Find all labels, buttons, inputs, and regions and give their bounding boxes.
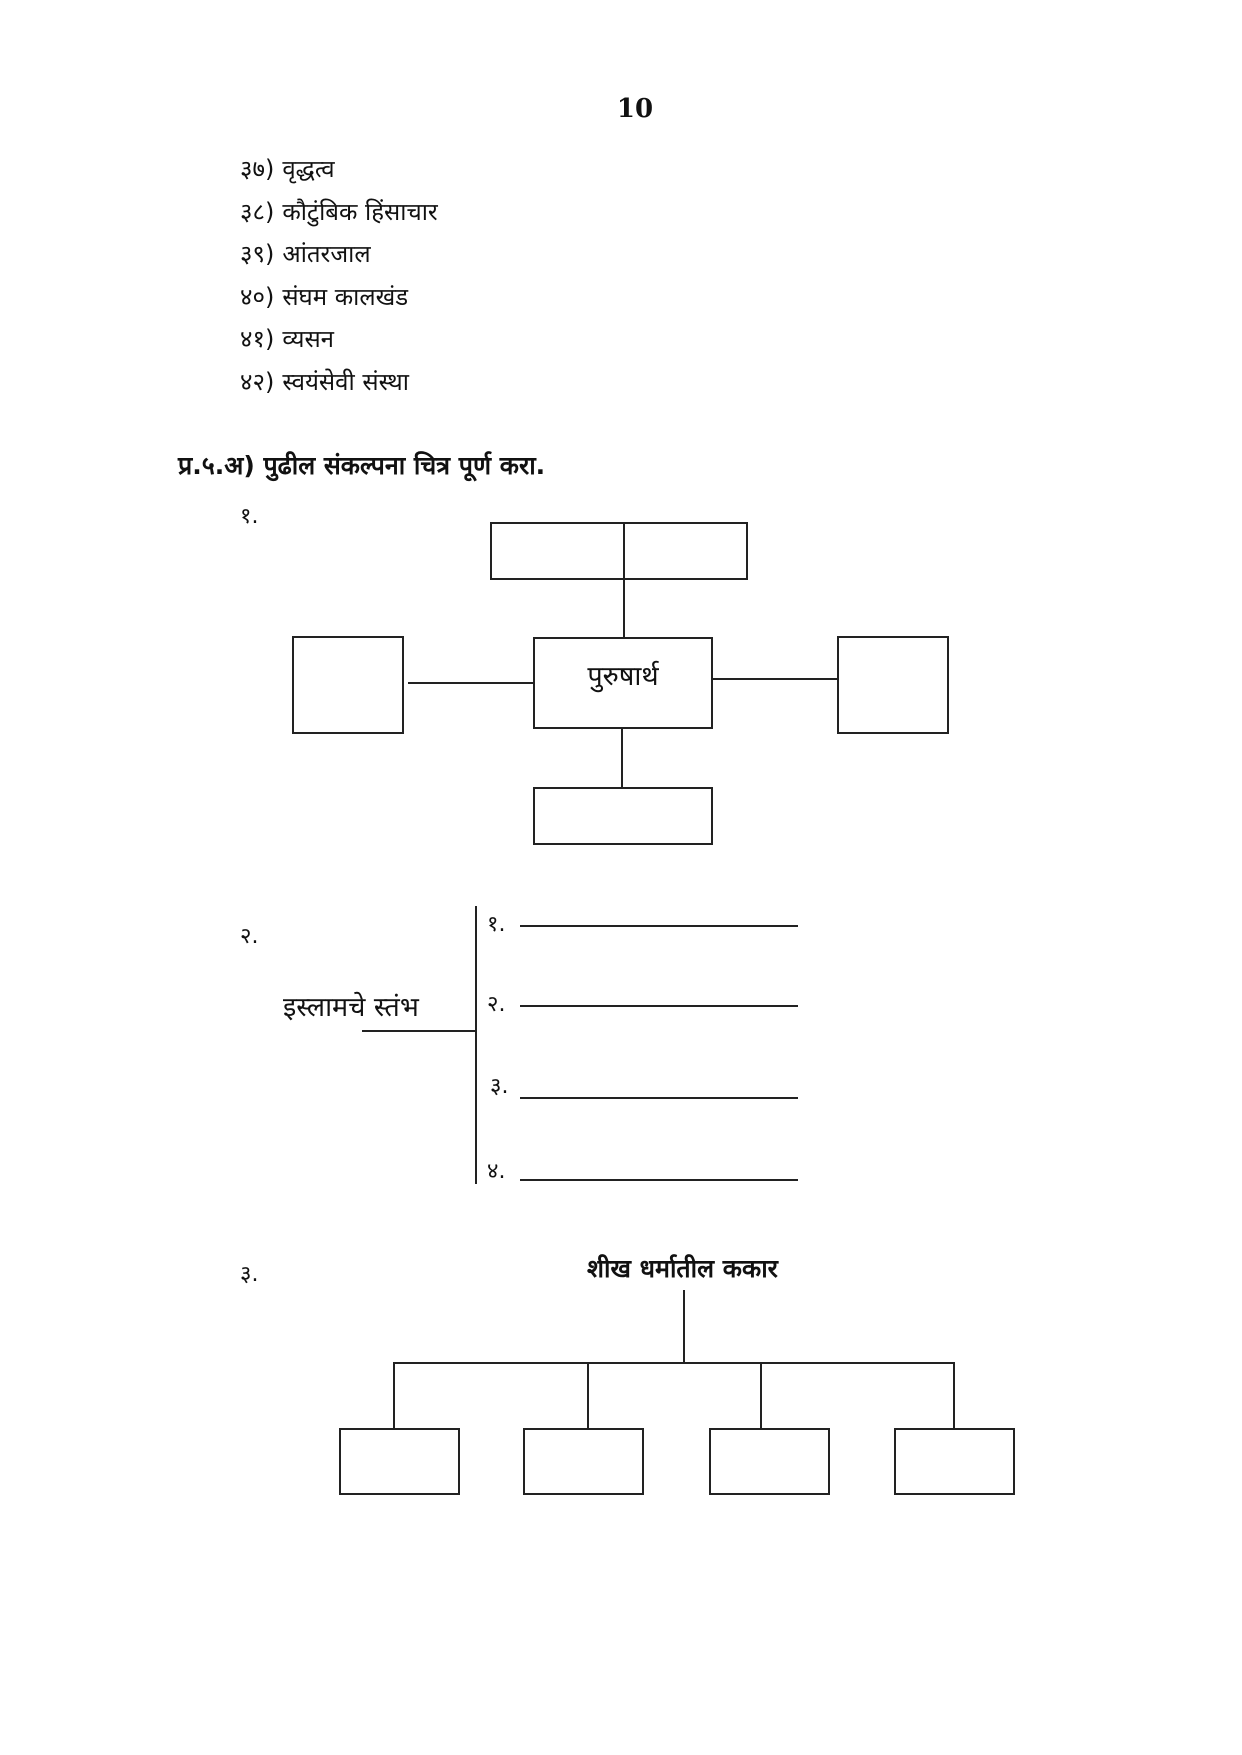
connector-line-trunk xyxy=(683,1290,685,1363)
blank-box[interactable] xyxy=(894,1428,1015,1495)
connector-line-bottom xyxy=(621,729,623,787)
label-underline xyxy=(362,1030,476,1032)
diagram-1-number: १. xyxy=(240,504,259,529)
list-item-number: ३७) xyxy=(240,155,275,183)
blank-box[interactable] xyxy=(709,1428,830,1495)
list-item-number: ३९) xyxy=(240,240,275,268)
diagram-2-number: २. xyxy=(240,924,259,949)
connector-line-branch xyxy=(760,1362,762,1428)
pillars-label: इस्लामचे स्तंभ xyxy=(283,992,419,1023)
answer-line[interactable] xyxy=(520,1097,798,1099)
list-item xyxy=(240,318,438,361)
blank-box-right[interactable] xyxy=(837,636,949,734)
list-item xyxy=(240,191,438,234)
list-item-text: स्वयंसेवी संस्था xyxy=(282,367,409,396)
list-item-number: ४२) xyxy=(240,367,275,396)
page-number: 10 xyxy=(616,94,654,124)
blank-number: ३. xyxy=(490,1074,509,1099)
answer-line[interactable] xyxy=(520,1005,798,1007)
blank-box[interactable] xyxy=(339,1428,460,1495)
blank-number: १. xyxy=(487,912,506,937)
blank-box[interactable] xyxy=(523,1428,644,1495)
diagram-3-number: ३. xyxy=(240,1262,259,1287)
sikh-title: शीख धर्मातील ककार xyxy=(587,1254,778,1283)
connector-line-branch xyxy=(587,1362,589,1428)
list-item-text: आंतरजाल xyxy=(282,240,371,268)
list-item-text: संघम कालखंड xyxy=(282,282,409,311)
blank-box-bottom[interactable] xyxy=(533,787,713,845)
connector-line-horizontal xyxy=(393,1362,954,1364)
connector-line-right xyxy=(713,678,837,680)
connector-line-left xyxy=(408,682,533,684)
answer-line[interactable] xyxy=(520,925,798,927)
list-item xyxy=(240,148,438,191)
list-item-number: ४१) xyxy=(240,325,275,353)
answer-line[interactable] xyxy=(520,1179,798,1181)
blank-box-top[interactable] xyxy=(490,522,748,580)
bracket-line xyxy=(475,906,477,1184)
blank-number: ४. xyxy=(487,1159,506,1184)
list-item xyxy=(240,233,438,276)
question-heading: प्र.५.अ) पुढील संकल्पना चित्र पूर्ण करा. xyxy=(178,451,546,480)
list-item-number: ४०) xyxy=(240,282,275,311)
connector-line-top xyxy=(623,522,625,637)
connector-line-branch xyxy=(953,1362,955,1428)
center-label: पुरुषार्थ xyxy=(587,661,659,692)
list-item-number: ३८) xyxy=(240,197,275,226)
list-item-text: व्यसन xyxy=(282,325,334,353)
list-item xyxy=(240,361,438,404)
list-item-text: कौटुंबिक हिंसाचार xyxy=(282,197,438,226)
blank-box-left[interactable] xyxy=(292,636,404,734)
connector-line-branch xyxy=(393,1362,395,1428)
blank-number: २. xyxy=(487,992,506,1017)
term-list xyxy=(240,148,438,403)
list-item xyxy=(240,276,438,319)
list-item-text: वृद्धत्व xyxy=(282,155,335,183)
